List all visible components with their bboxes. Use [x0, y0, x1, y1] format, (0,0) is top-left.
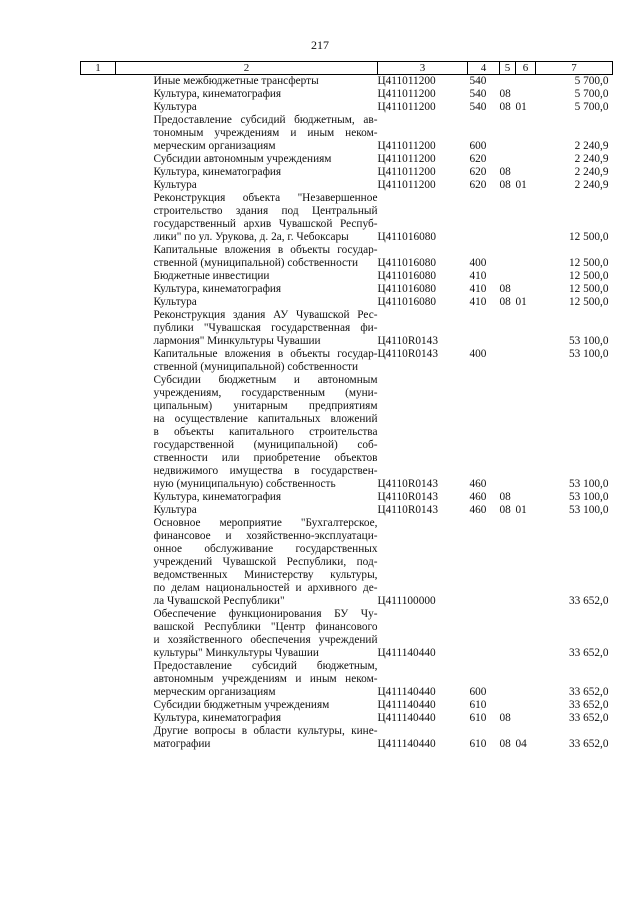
row-target-code-cell: Ц411140440: [377, 738, 436, 750]
row-name-line: Субсидии автономным учреждениям: [153, 153, 332, 165]
row-section-cell: [500, 244, 516, 270]
row-number-cell: [81, 270, 116, 283]
row-section-cell: [500, 699, 516, 712]
row-subsection-cell: [516, 608, 536, 660]
row-subsection-cell: [516, 309, 536, 348]
row-subsection-cell: [516, 491, 536, 504]
column-header-6: 6: [516, 62, 536, 75]
row-name-cell: [116, 153, 378, 166]
row-amount-cell: 2 240,9: [574, 166, 609, 178]
row-target-code-cell: Ц411011200: [377, 88, 436, 100]
row-target-code-cell: Ц4110R0143: [377, 348, 438, 360]
table-header-row: [81, 62, 613, 75]
row-name-line: ную (муниципальную) собственность: [153, 478, 336, 490]
row-number-cell: [81, 166, 116, 179]
table-row: [81, 270, 613, 283]
row-number-cell: [81, 699, 116, 712]
table-body: [81, 75, 613, 752]
row-number-cell: [81, 75, 116, 89]
row-subsection-cell: [516, 153, 536, 166]
table-row: [81, 244, 613, 270]
row-section-cell: 08: [499, 738, 511, 750]
row-section-cell: 08: [499, 504, 511, 516]
table-row: [81, 309, 613, 348]
row-expense-type-cell: 540: [469, 75, 487, 87]
table-row: [81, 374, 613, 491]
column-header-2: 2: [116, 62, 378, 75]
table-row: [81, 114, 613, 153]
table-row: [81, 699, 613, 712]
row-name-cell: [116, 166, 378, 179]
table-row: [81, 101, 613, 114]
row-expense-type-cell: 620: [469, 179, 487, 191]
row-amount-cell: 2 240,9: [574, 179, 609, 191]
row-expense-type-cell: 540: [469, 88, 487, 100]
row-section-cell: [500, 270, 516, 283]
table-row: [81, 712, 613, 725]
row-name-line: государственной (муниципальной) соб-: [153, 439, 378, 451]
row-subsection-cell: [516, 75, 536, 89]
row-name-cell: [116, 699, 378, 712]
row-amount-cell: 33 652,0: [568, 595, 609, 607]
row-name-line: Основное мероприятие "Бухгалтерское,: [153, 517, 378, 529]
row-number-cell: [81, 153, 116, 166]
row-amount-cell: 12 500,0: [568, 270, 609, 282]
row-target-code-cell: Ц411016080: [377, 270, 437, 282]
row-name-line: в объекты капитального строительства: [153, 426, 378, 438]
row-name-line: учреждений Чувашской Республики, под-: [153, 556, 378, 568]
row-subsection-cell: 01: [515, 296, 527, 308]
row-name-cell: [116, 374, 378, 491]
table-row: [81, 608, 613, 660]
row-subsection-cell: [516, 699, 536, 712]
row-amount-cell: 12 500,0: [568, 257, 609, 269]
row-section-cell: 08: [499, 296, 511, 308]
row-name-cell: [116, 660, 378, 699]
table-row: [81, 166, 613, 179]
row-amount-cell: 12 500,0: [568, 296, 609, 308]
table-row: [81, 348, 613, 374]
row-name-line: Субсидии бюджетным и автономным: [153, 374, 378, 386]
row-name-line: матографии: [153, 738, 211, 750]
budget-table: [80, 61, 613, 751]
row-name-line: ципальным) унитарным предприятиям: [153, 400, 378, 412]
row-name-line: Культура: [153, 296, 197, 308]
row-amount-cell: 53 100,0: [568, 478, 609, 490]
row-section-cell: 08: [499, 166, 511, 178]
row-name-cell: [116, 348, 378, 374]
row-number-cell: [81, 712, 116, 725]
row-subsection-cell: [516, 270, 536, 283]
row-section-cell: 08: [499, 179, 511, 191]
row-name-line: вашской Республики "Центр финансового: [153, 621, 378, 633]
row-name-line: публики "Чувашская государственная фи-: [153, 322, 378, 334]
row-subsection-cell: [516, 660, 536, 699]
row-section-cell: 08: [499, 283, 511, 295]
row-expense-type-cell: 610: [469, 712, 487, 724]
column-header-5: 5: [500, 62, 516, 75]
row-name-line: лармония" Минкультуры Чувашии: [153, 335, 321, 347]
row-number-cell: [81, 101, 116, 114]
row-name-line: Культура: [153, 101, 197, 113]
row-amount-cell: 12 500,0: [568, 231, 609, 243]
row-name-line: Культура, кинематография: [153, 88, 282, 100]
row-expense-type-cell: [468, 517, 500, 608]
row-name-cell: [116, 192, 378, 244]
row-name-line: ственной (муниципальной) собственности: [153, 257, 359, 269]
row-number-cell: [81, 244, 116, 270]
row-section-cell: 08: [499, 101, 511, 113]
row-section-cell: [500, 517, 516, 608]
row-amount-cell: 2 240,9: [574, 140, 609, 152]
row-subsection-cell: 01: [515, 179, 527, 191]
row-amount-cell: 5 700,0: [574, 88, 609, 100]
row-subsection-cell: [516, 244, 536, 270]
row-name-line: автономным учреждениям и иным неком-: [153, 673, 378, 685]
row-name-line: Культура: [153, 179, 197, 191]
row-target-code-cell: Ц4110R0143: [377, 335, 438, 347]
table-row: [81, 88, 613, 101]
row-amount-cell: 5 700,0: [574, 75, 609, 87]
row-number-cell: [81, 309, 116, 348]
table-row: [81, 283, 613, 296]
row-target-code-cell: Ц411011200: [377, 166, 436, 178]
row-name-line: тономным учреждениям и иным неком-: [153, 127, 378, 139]
row-expense-type-cell: 410: [469, 296, 487, 308]
row-name-line: Предоставление субсидий бюджетным, ав-: [153, 114, 378, 126]
row-number-cell: [81, 374, 116, 491]
row-section-cell: 08: [499, 491, 511, 503]
row-amount-cell: 53 100,0: [568, 348, 609, 360]
row-expense-type-cell: 460: [469, 491, 487, 503]
row-name-line: ведомственных Министерству культуры,: [153, 569, 378, 581]
row-target-code-cell: Ц411016080: [377, 283, 437, 295]
row-number-cell: [81, 114, 116, 153]
row-section-cell: [500, 309, 516, 348]
row-name-line: ственной (муниципальной) собственности: [153, 361, 359, 373]
row-section-cell: [500, 348, 516, 374]
row-section-cell: [500, 660, 516, 699]
row-amount-cell: 53 100,0: [568, 504, 609, 516]
row-number-cell: [81, 660, 116, 699]
row-name-line: финансовое и хозяйственно-эксплуатаци-: [153, 530, 378, 542]
row-expense-type-cell: 410: [469, 283, 487, 295]
row-expense-type-cell: 410: [469, 270, 487, 282]
row-section-cell: [500, 75, 516, 89]
row-name-line: Бюджетные инвестиции: [153, 270, 270, 282]
row-name-line: Другие вопросы в области культуры, кине-: [153, 725, 378, 737]
row-number-cell: [81, 608, 116, 660]
row-name-line: учреждениям, государственным (муни-: [153, 387, 378, 399]
row-name-line: Предоставление субсидий бюджетным,: [153, 660, 378, 672]
row-expense-type-cell: 610: [469, 738, 487, 750]
row-section-cell: 08: [499, 88, 511, 100]
table-row: [81, 179, 613, 192]
row-target-code-cell: Ц411011200: [377, 140, 436, 152]
row-target-code-cell: Ц4110R0143: [377, 478, 438, 490]
row-target-code-cell: Ц4110R0143: [377, 491, 438, 503]
row-name-cell: [116, 517, 378, 608]
row-expense-type-cell: 460: [469, 504, 487, 516]
row-name-cell: [116, 244, 378, 270]
row-name-line: Капитальные вложения в объекты государ-: [153, 244, 378, 256]
row-section-cell: [500, 192, 516, 244]
row-target-code-cell: Ц411140440: [377, 686, 436, 698]
row-name-line: Иные межбюджетные трансферты: [153, 75, 319, 87]
row-name-line: ла Чувашской Республики": [153, 595, 285, 607]
row-name-line: и хозяйственного обеспечения учреждений: [153, 634, 378, 646]
row-name-line: Реконструкция здания АУ Чувашской Рес-: [153, 309, 378, 321]
row-number-cell: [81, 517, 116, 608]
column-header-3: 3: [378, 62, 468, 75]
row-name-cell: [116, 101, 378, 114]
row-section-cell: [500, 153, 516, 166]
row-amount-cell: 5 700,0: [574, 101, 609, 113]
row-name-line: Культура, кинематография: [153, 712, 282, 724]
row-expense-type-cell: 400: [469, 348, 487, 360]
table-row: [81, 517, 613, 608]
row-name-line: строительство здания под Центральный: [153, 205, 378, 217]
row-subsection-cell: [516, 712, 536, 725]
row-expense-type-cell: 460: [469, 478, 487, 490]
row-amount-cell: 33 652,0: [568, 699, 609, 711]
row-name-line: по делам национальностей и архивного де-: [153, 582, 378, 594]
row-subsection-cell: [516, 114, 536, 153]
column-header-7: 7: [536, 62, 613, 75]
row-name-cell: [116, 504, 378, 517]
row-name-cell: [116, 88, 378, 101]
row-name-line: ственности или приобретение объектов: [153, 452, 378, 464]
row-section-cell: 08: [499, 712, 511, 724]
row-target-code-cell: Ц411140440: [377, 699, 436, 711]
row-number-cell: [81, 179, 116, 192]
row-number-cell: [81, 725, 116, 751]
table-row: [81, 725, 613, 751]
row-target-code-cell: Ц411011200: [377, 179, 436, 191]
column-header-4: 4: [468, 62, 500, 75]
row-name-line: Реконструкция объекта "Незавершенное: [153, 192, 378, 204]
row-name-line: мерческим организациям: [153, 686, 276, 698]
row-name-cell: [116, 712, 378, 725]
row-target-code-cell: Ц411011200: [377, 153, 436, 165]
row-name-cell: [116, 75, 378, 89]
row-expense-type-cell: 620: [469, 153, 487, 165]
row-name-line: на осуществление капитальных вложений: [153, 413, 378, 425]
row-amount-cell: 33 652,0: [568, 738, 609, 750]
table-row: [81, 296, 613, 309]
row-number-cell: [81, 296, 116, 309]
row-target-code-cell: Ц411100000: [377, 595, 436, 607]
row-name-line: Обеспечение функционирования БУ Чу-: [153, 608, 378, 620]
row-name-cell: [116, 270, 378, 283]
row-target-code-cell: Ц411016080: [377, 257, 437, 269]
row-subsection-cell: 01: [515, 504, 527, 516]
table-row: [81, 660, 613, 699]
row-name-line: Культура: [153, 504, 197, 516]
row-target-code-cell: Ц411016080: [377, 296, 437, 308]
row-subsection-cell: 04: [515, 738, 527, 750]
row-number-cell: [81, 348, 116, 374]
row-target-code-cell: Ц411016080: [377, 231, 437, 243]
row-amount-cell: 12 500,0: [568, 283, 609, 295]
table-row: [81, 491, 613, 504]
row-number-cell: [81, 504, 116, 517]
row-name-cell: [116, 491, 378, 504]
row-expense-type-cell: 400: [469, 257, 487, 269]
row-subsection-cell: 01: [515, 101, 527, 113]
row-target-code-cell: Ц411011200: [377, 75, 436, 87]
row-name-line: Субсидии бюджетным учреждениям: [153, 699, 330, 711]
row-expense-type-cell: [468, 192, 500, 244]
row-name-line: мерческим организациям: [153, 140, 276, 152]
row-name-cell: [116, 608, 378, 660]
row-number-cell: [81, 283, 116, 296]
row-expense-type-cell: 620: [469, 166, 487, 178]
row-subsection-cell: [516, 192, 536, 244]
row-section-cell: [500, 608, 516, 660]
row-name-line: Культура, кинематография: [153, 283, 282, 295]
row-name-cell: [116, 114, 378, 153]
row-name-line: онное обслуживание государственных: [153, 543, 378, 555]
row-amount-cell: 33 652,0: [568, 647, 609, 659]
row-target-code-cell: Ц4110R0143: [377, 504, 438, 516]
row-name-cell: [116, 283, 378, 296]
table-row: [81, 504, 613, 517]
row-name-line: недвижимого имущества в государствен-: [153, 465, 378, 477]
row-section-cell: [500, 374, 516, 491]
row-name-line: культуры" Минкультуры Чувашии: [153, 647, 319, 659]
row-expense-type-cell: [468, 309, 500, 348]
row-amount-cell: 53 100,0: [568, 491, 609, 503]
row-subsection-cell: [516, 374, 536, 491]
row-name-line: Культура, кинематография: [153, 491, 282, 503]
row-subsection-cell: [516, 283, 536, 296]
row-amount-cell: 33 652,0: [568, 686, 609, 698]
row-expense-type-cell: 610: [469, 699, 487, 711]
row-section-cell: [500, 114, 516, 153]
row-name-line: государственный архив Чувашской Респуб-: [153, 218, 378, 230]
row-number-cell: [81, 192, 116, 244]
row-target-code-cell: Ц411011200: [377, 101, 436, 113]
row-subsection-cell: [516, 166, 536, 179]
row-name-line: Культура, кинематография: [153, 166, 282, 178]
row-amount-cell: 53 100,0: [568, 335, 609, 347]
row-expense-type-cell: 600: [469, 686, 487, 698]
row-name-line: лики" по ул. Урукова, д. 2а, г. Чебоксары: [153, 231, 349, 243]
row-subsection-cell: [516, 517, 536, 608]
row-subsection-cell: [516, 88, 536, 101]
row-amount-cell: 33 652,0: [568, 712, 609, 724]
row-expense-type-cell: 600: [469, 140, 487, 152]
row-target-code-cell: Ц411140440: [377, 647, 436, 659]
row-name-cell: [116, 296, 378, 309]
row-name-cell: [116, 725, 378, 751]
page-number: 217: [311, 38, 329, 52]
row-name-cell: [116, 179, 378, 192]
table-row: [81, 75, 613, 89]
row-name-cell: [116, 309, 378, 348]
table-row: [81, 192, 613, 244]
table-row: [81, 153, 613, 166]
row-amount-cell: 2 240,9: [574, 153, 609, 165]
row-subsection-cell: [516, 348, 536, 374]
row-expense-type-cell: 540: [469, 101, 487, 113]
column-header-1: 1: [81, 62, 116, 75]
row-target-code-cell: Ц411140440: [377, 712, 436, 724]
row-name-line: Капитальные вложения в объекты государ-: [153, 348, 378, 360]
row-expense-type-cell: [468, 608, 500, 660]
row-number-cell: [81, 88, 116, 101]
row-number-cell: [81, 491, 116, 504]
